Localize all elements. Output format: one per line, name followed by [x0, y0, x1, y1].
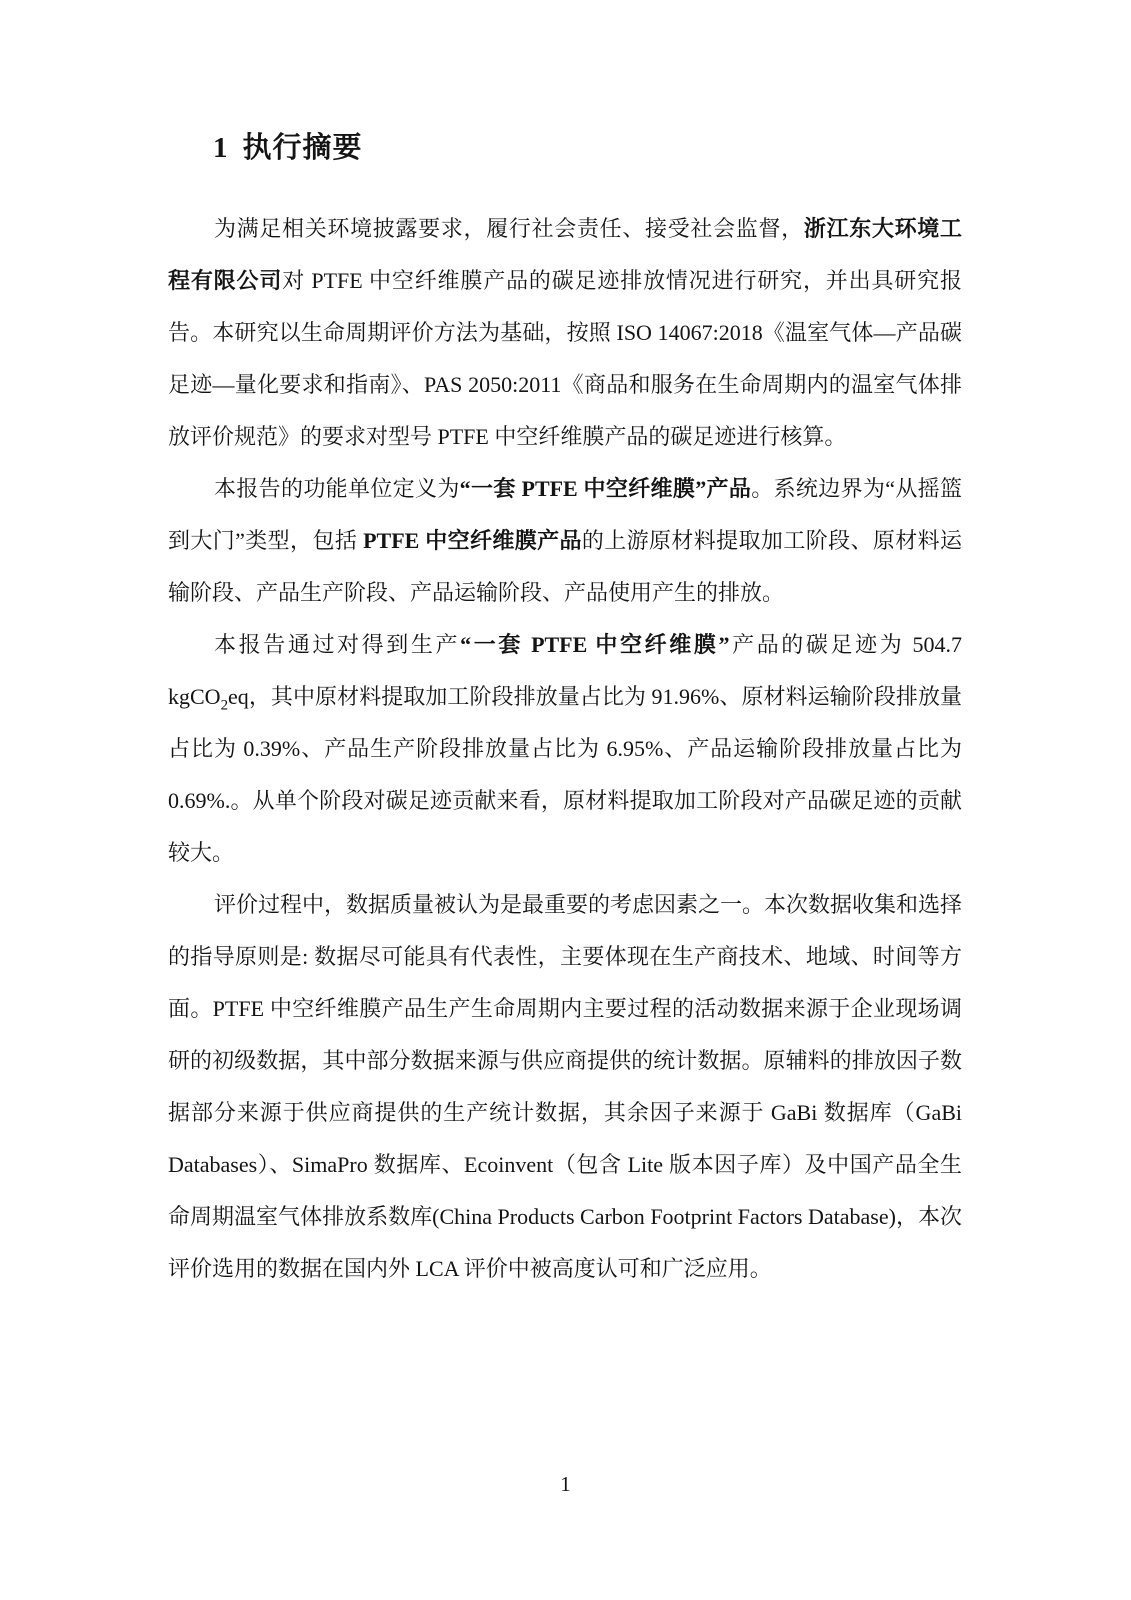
text-run: 本报告通过对得到生产: [214, 632, 461, 657]
text-run: 。系统边界为“从摇篮到大门”类型，包括: [168, 476, 962, 553]
page-number: 1: [560, 1472, 571, 1496]
paragraph: [168, 463, 962, 619]
paragraph: [168, 619, 962, 879]
section-number: 1: [213, 132, 229, 164]
text-run: 对 PTFE 中空纤维膜产品的碳足迹排放情况进行研究，并出具研究报告。本研究以生命周期评价方法为基础，按照 ISO 14067:2018《温室气体—产品碳足迹—量化要求和指南》、PAS 2050:2011《商品和服务在生命周期内的温室气体排放评价规范》的要求对型号 PTFE 中空纤维膜产品的碳足迹进行核算。: [168, 268, 962, 449]
text-run: 产品的碳足迹为 504.7 kgCO: [168, 632, 962, 709]
section-title: 执行摘要: [242, 132, 363, 164]
text-run: 浙江东大环境工程有限公司: [168, 216, 962, 293]
text-run: “一套 PTFE 中空纤维膜”: [460, 632, 730, 657]
section-heading: [213, 128, 363, 168]
text-run: 本报告的功能单位定义为: [214, 476, 460, 501]
text-run: “一套 PTFE 中空纤维膜”产品: [459, 476, 752, 501]
paragraph: [168, 879, 962, 1295]
text-run: eq，其中原材料提取加工阶段排放量占比为 91.96%、原材料运输阶段排放量占比为 0.39%、产品生产阶段排放量占比为 6.95%、产品运输阶段排放量占比为 0.69%.。从单个阶段对碳足迹贡献来看，原材料提取加工阶段对产品碳足迹的贡献较大。: [168, 684, 962, 865]
body-text: [168, 203, 962, 1295]
text-run: PTFE 中空纤维膜产品: [363, 528, 582, 553]
text-run: 为满足相关环境披露要求，履行社会责任、接受社会监督，: [214, 216, 804, 241]
text-run: 2: [220, 697, 229, 714]
text-run: 的上游原材料提取加工阶段、原材料运输阶段、产品生产阶段、产品运输阶段、产品使用产生的排放。: [168, 528, 962, 605]
paragraph: [168, 203, 962, 463]
text-run: 评价过程中，数据质量被认为是最重要的考虑因素之一。本次数据收集和选择的指导原则是: 数据尽可能具有代表性，主要体现在生产商技术、地域、时间等方面。PTFE 中空纤维膜产品生产生命周期内主要过程的活动数据来源于企业现场调研的初级数据，其中部分数据来源与供应商提供的统计数据。原辅料的排放因子数据部分来源于供应商提供的生产统计数据，其余因子来源于 GaBi 数据库（GaBi Databases）、SimaPro 数据库、Ecoinvent（包含 Lite 版本因子库）及中国产品全生命周期温室气体排放系数库(China Products Carbon Footprint Factors Database)，本次评价选用的数据在国内外 LCA 评价中被高度认可和广泛应用。: [168, 892, 963, 1281]
